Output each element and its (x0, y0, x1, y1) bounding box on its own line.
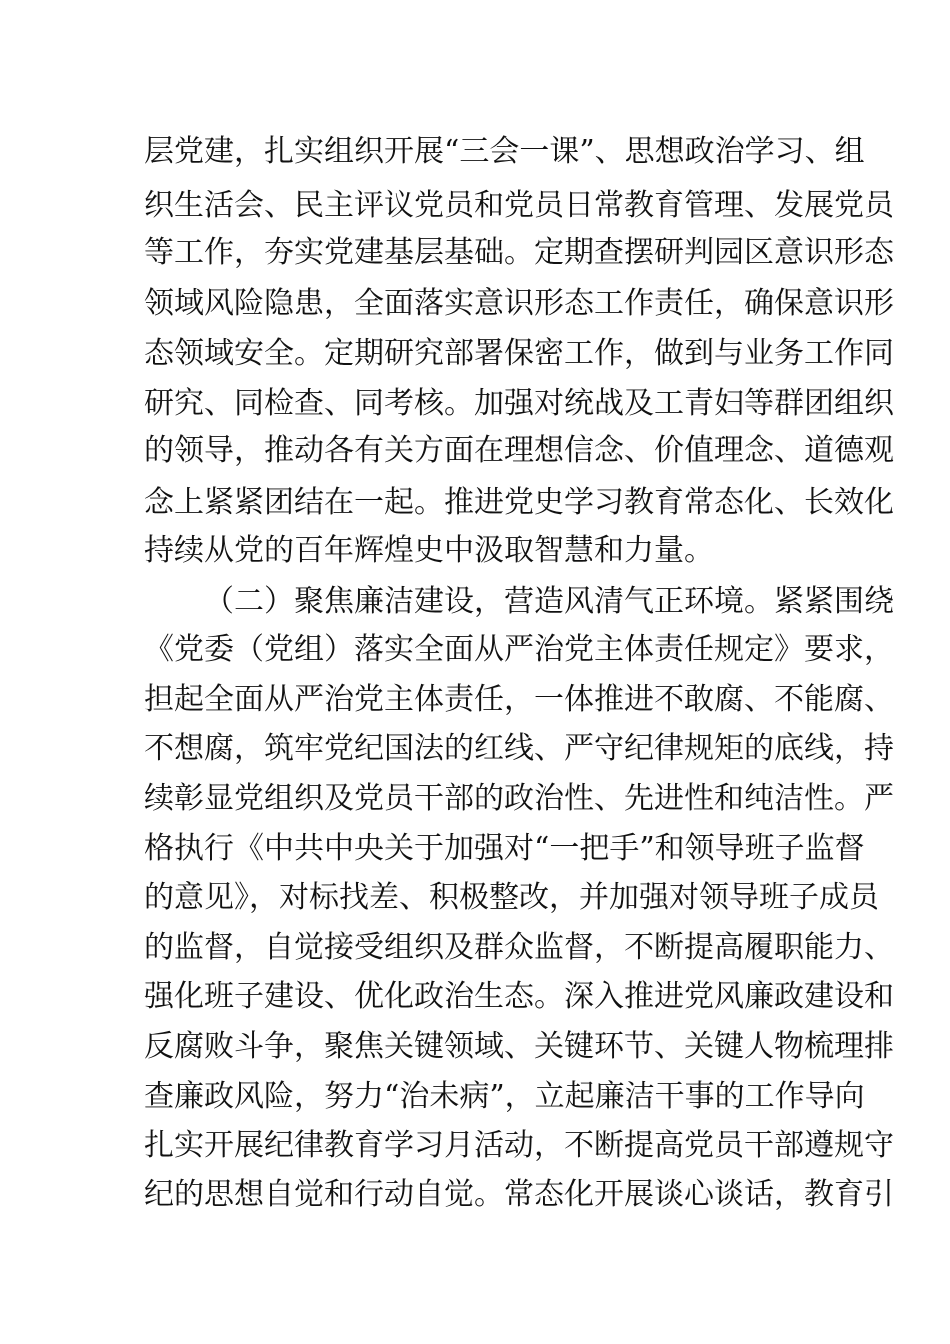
text-line-22: 纪的思想自觉和行动自觉。常态化开展谈心谈话，教育引 (144, 1177, 894, 1212)
text-line-16: 的意见》，对标找差、积极整改，并加强对领导班子成员 (144, 880, 879, 915)
text-line-3: 等工作，夯实党建基层基础。定期查摆研判园区意识形态 (144, 235, 894, 270)
text-line-10: （二）聚焦廉洁建设，营造风清气正环境。紧紧围绕 (204, 584, 894, 619)
text-line-21: 扎实开展纪律教育学习月活动，不断提高党员干部遵规守 (144, 1128, 894, 1163)
text-line-11: 《党委（党组）落实全面从严治党主体责任规定》要求， (144, 632, 894, 667)
text-line-12: 担起全面从严治党主体责任，一体推进不敢腐、不能腐、 (144, 682, 894, 717)
text-line-2: 织生活会、民主评议党员和党员日常教育管理、发展党员 (144, 188, 894, 223)
text-line-15: 格执行《中共中央关于加强对“一把手”和领导班子监督 (144, 831, 865, 866)
text-line-6: 研究、同检查、同考核。加强对统战及工青妇等群团组织 (144, 386, 894, 421)
text-line-5: 态领域安全。定期研究部署保密工作，做到与业务工作同 (144, 336, 894, 371)
text-line-1: 层党建，扎实组织开展“三会一课”、思想政治学习、组 (144, 134, 865, 169)
text-line-7: 的领导，推动各有关方面在理想信念、价值理念、道德观 (144, 433, 894, 468)
text-line-17: 的监督，自觉接受组织及群众监督，不断提高履职能力、 (144, 930, 894, 965)
text-line-9: 持续从党的百年辉煌史中汲取智慧和力量。 (144, 533, 714, 568)
text-line-8: 念上紧紧团结在一起。推进党史学习教育常态化、长效化 (144, 485, 894, 520)
text-line-13: 不想腐，筑牢党纪国法的红线、严守纪律规矩的底线，持 (144, 731, 894, 766)
text-line-4: 领域风险隐患，全面落实意识形态工作责任，确保意识形 (144, 286, 894, 321)
text-line-20: 查廉政风险，努力“治未病”，立起廉洁干事的工作导向 (144, 1079, 865, 1114)
text-line-14: 续彰显党组织及党员干部的政治性、先进性和纯洁性。严 (144, 781, 894, 816)
text-line-18: 强化班子建设、优化政治生态。深入推进党风廉政建设和 (144, 979, 894, 1014)
text-line-19: 反腐败斗争，聚焦关键领域、关键环节、关键人物梳理排 (144, 1029, 894, 1064)
